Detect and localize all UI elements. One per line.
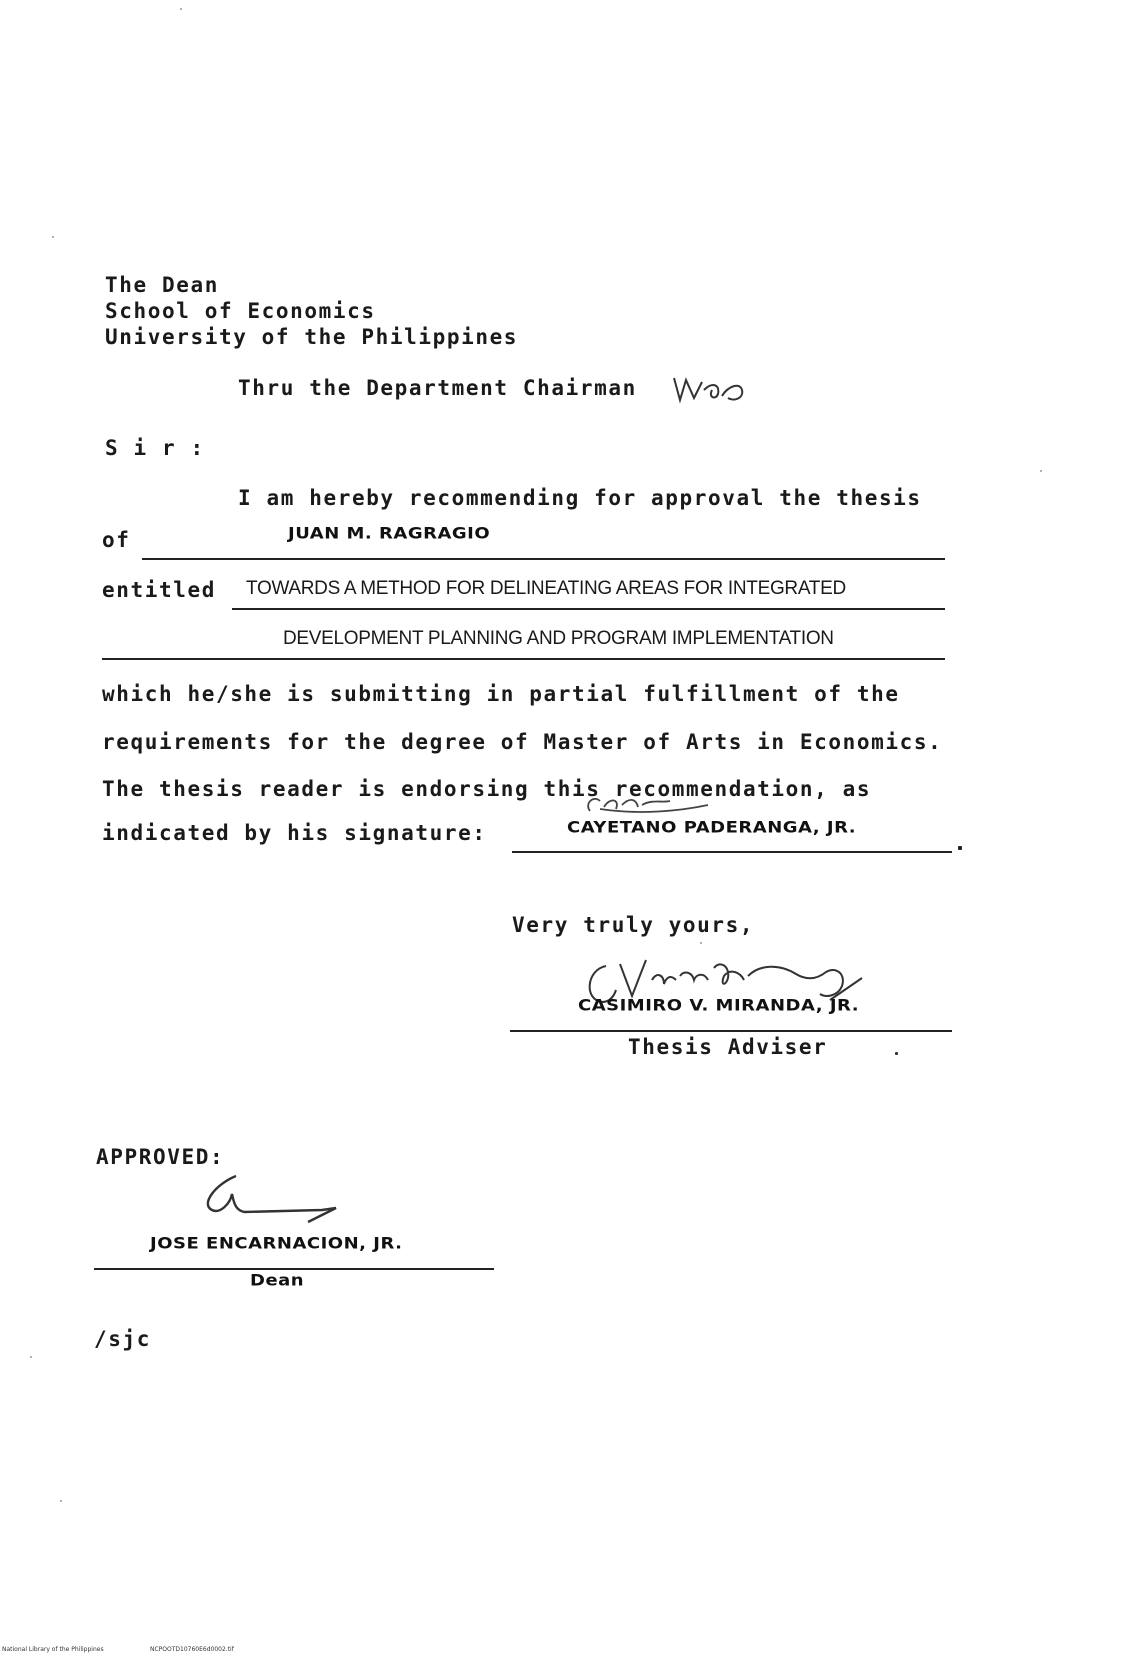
scan-speck xyxy=(30,1356,32,1358)
of-label: of xyxy=(102,528,131,552)
scan-speck xyxy=(700,942,702,944)
chairman-initials-signature xyxy=(668,368,748,408)
body-line-indicated: indicated by his signature: xyxy=(102,821,487,845)
approved-label: APPROVED: xyxy=(96,1145,225,1169)
reference-initials: /sjc xyxy=(94,1327,151,1351)
punctuation-dot xyxy=(958,846,962,850)
adviser-signature-line xyxy=(510,1030,952,1032)
body-line-reader: The thesis reader is endorsing this recommendation, as xyxy=(102,777,872,801)
thesis-title-line-2-rule xyxy=(102,658,945,660)
stray-dot xyxy=(895,1052,898,1055)
reader-signature-line xyxy=(512,851,952,853)
thesis-title-line-1: TOWARDS A METHOD FOR DELINEATING AREAS FOR INTEGRATED xyxy=(246,578,846,599)
dean-title: Dean xyxy=(250,1271,305,1290)
thesis-title-line-1-rule xyxy=(232,608,945,610)
scan-speck xyxy=(60,1500,62,1502)
dean-name: JOSE ENCARNACION, JR. xyxy=(150,1234,403,1253)
addressee-line-1: The Dean xyxy=(105,273,219,297)
scan-speck xyxy=(1040,470,1042,472)
reader-name: CAYETANO PADERANGA, JR. xyxy=(567,818,857,837)
adviser-title: Thesis Adviser xyxy=(628,1035,828,1059)
thesis-title-line-2: DEVELOPMENT PLANNING AND PROGRAM IMPLEMENTATION xyxy=(283,628,834,649)
scan-speck xyxy=(52,236,54,238)
body-line-1: I am hereby recommending for approval the thesis xyxy=(238,486,922,510)
entitled-label: entitled xyxy=(102,578,216,602)
dean-signature-line xyxy=(94,1268,494,1270)
valediction: Very truly yours, xyxy=(512,913,755,937)
student-name: JUAN M. RAGRAGIO xyxy=(288,524,491,543)
body-line-submit: which he/she is submitting in partial fulfillment of the xyxy=(102,682,900,706)
scan-speck xyxy=(180,8,182,10)
salutation: S i r : xyxy=(105,436,205,460)
body-line-degree: requirements for the degree of Master of Arts in Economics. xyxy=(102,730,943,754)
footer-library: National Library of the Philippines xyxy=(2,1646,104,1653)
adviser-name: CASIMIRO V. MIRANDA, JR. xyxy=(578,996,860,1015)
dean-signature xyxy=(196,1170,356,1230)
thru-line: Thru the Department Chairman xyxy=(238,376,637,400)
footer-code: NCPOOTD10760E6d0002.tif xyxy=(150,1646,234,1653)
addressee-line-3: University of the Philippines xyxy=(105,325,519,349)
student-name-line xyxy=(142,558,945,560)
addressee-line-2: School of Economics xyxy=(105,299,376,323)
